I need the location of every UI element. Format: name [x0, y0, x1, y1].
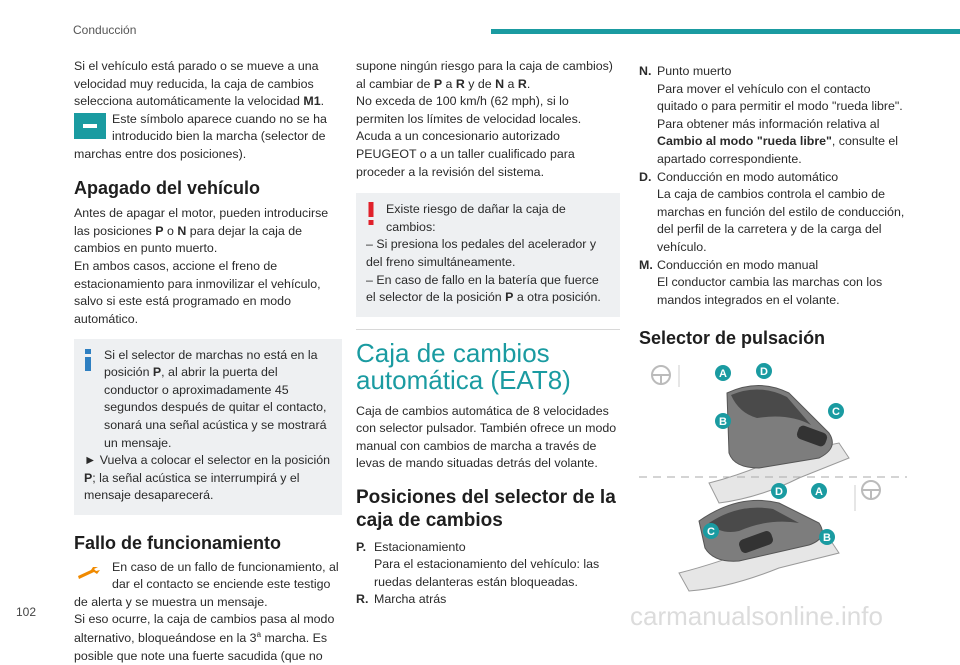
label-c-bottom: [703, 523, 719, 539]
position-n: N. Punto muerto Para mover el vehículo con el contacto quitado o para permitir el modo "rueda libre". Para obtener más información relativa al Cambio al modo "rueda libre", consulte el apartado correspondiente.: [639, 64, 903, 167]
heading-apagado: Apagado del vehículo: [74, 177, 261, 198]
heading-positions: Posiciones del selector de la caja de cambios: [356, 486, 616, 531]
apagado-paragraph-2: En ambos casos, accione el freno de estacionamiento para inmovilizar el vehículo, salvo si este está programado en modo automático.: [74, 259, 321, 326]
gear-warning-note: [74, 111, 342, 164]
speed-paragraph: No exceda de 100 km/h (62 mph), si lo permiten los límites de velocidad locales.: [356, 94, 582, 126]
info-box-text-1: Si el selector de marchas no está en la posición P, al abrir la puerta del conductor o aproximadamente 45 segundos después de quitar el contacto, sonará una señal acústica y se mostrará un mensaje.: [104, 347, 327, 450]
gear-warning-text: Este símbolo aparece cuando no se ha introducido bien la marcha (selector de marchas entre dos posiciones).: [74, 111, 327, 162]
fallo-paragraph-2: Si eso ocurre, la caja de cambios pasa al modo alternativo, bloqueándose en la 3$^a$ marcha. Es posible que note una fuerte sacudida (que no: [74, 612, 335, 663]
heading-selector: Selector de pulsación: [639, 327, 826, 348]
steering-wheel-icon-bottom: [855, 481, 880, 511]
fallo-paragraph-1: En caso de un fallo de funcionamiento, al dar el contacto se enciende este testigo de alerta y se muestra un mensaje.: [74, 559, 339, 609]
column-1: [74, 58, 342, 665]
column-3: [639, 63, 907, 583]
steering-wheel-icon-top: [652, 365, 679, 387]
fallo-continuation: supone ningún riesgo para la caja de cambios) al cambiar de P a R y de N a R.: [356, 59, 613, 91]
fallo-note: [74, 559, 342, 612]
warning-box-text-1: Existe riesgo de dañar la caja de cambios:: [386, 202, 566, 234]
selector-bottom: [679, 500, 839, 591]
section-divider: [356, 329, 620, 330]
position-m: M. Conducción en modo manual El conductor cambia las marchas con los mandos integrados en el volante.: [639, 257, 883, 307]
watermark: carmanualsonline.info: [630, 601, 883, 631]
label-b-top: [715, 413, 731, 429]
label-a-bottom: [811, 483, 827, 499]
position-r: R. Marcha atrás: [356, 592, 447, 607]
intro-paragraph: Si el vehículo está parado o se mueve a una velocidad muy reducida, la caja de cambios selecciona automáticamente la velocidad M1.: [74, 59, 325, 109]
svg-text:D: D: [775, 486, 783, 499]
position-p: P. Estacionamiento Para el estacionamiento del vehículo: las ruedas delanteras están bloqueadas.: [356, 539, 600, 589]
apagado-paragraph-1: Antes de apagar el motor, pueden introducirse las posiciones P o N para dejar la caja de cambios en punto muerto.: [74, 206, 329, 256]
warning-box-text-2: – Si presiona los pedales del acelerador y del freno simultáneamente.: [366, 237, 597, 270]
info-icon: [85, 349, 91, 371]
header-accent-bar: [491, 29, 960, 34]
positions-list: [356, 539, 620, 609]
warning-icon: [368, 202, 374, 226]
warning-box-text-3: – En caso de fallo en la batería que fuerce el selector de la posición P a otra posición.: [366, 272, 601, 305]
heading-eat8: Caja de cambios automática (EAT8): [356, 337, 571, 396]
selector-illustration: [639, 363, 907, 583]
svg-text:C: C: [707, 526, 715, 539]
gear-error-icon: [74, 113, 106, 139]
column-2: [356, 58, 620, 609]
svg-text:A: A: [815, 486, 823, 499]
svg-text:B: B: [823, 532, 831, 545]
svg-text:A: A: [719, 368, 727, 381]
label-d-bottom: [771, 483, 787, 499]
heading-fallo: Fallo de funcionamiento: [74, 533, 282, 553]
label-d-top: [756, 363, 772, 379]
label-b-bottom: [819, 529, 835, 545]
section-title: Conducción: [73, 23, 137, 37]
page-number: 102: [16, 605, 37, 619]
svg-text:B: B: [719, 416, 727, 429]
dealer-paragraph: Acuda a un concesionario autorizado PEUGEOT o a un taller cualificado para proceder a la revisión del sistema.: [356, 129, 575, 179]
position-d: D. Conducción en modo automático La caja de cambios controla el cambio de marchas en función del estilo de conducción, del perfil de la carretera y de la carga del vehículo.: [639, 169, 905, 255]
svg-text:C: C: [832, 406, 840, 419]
label-a-top: [715, 365, 731, 381]
warning-box: [356, 193, 620, 317]
eat8-paragraph: Caja de cambios automática de 8 velocidades con selector pulsador. También ofrece un modo manual con cambios de marcha a través de levas de mando situadas detrás del volante.: [356, 403, 617, 471]
svg-text:D: D: [760, 366, 768, 379]
label-c-top: [828, 403, 844, 419]
info-box-text-2: ► Vuelva a colocar el selector en la posición P; la señal acústica se interrumpirá y el mensaje desaparecerá.: [84, 453, 330, 503]
info-box: [74, 339, 342, 515]
wrench-warning-icon: [74, 561, 106, 587]
